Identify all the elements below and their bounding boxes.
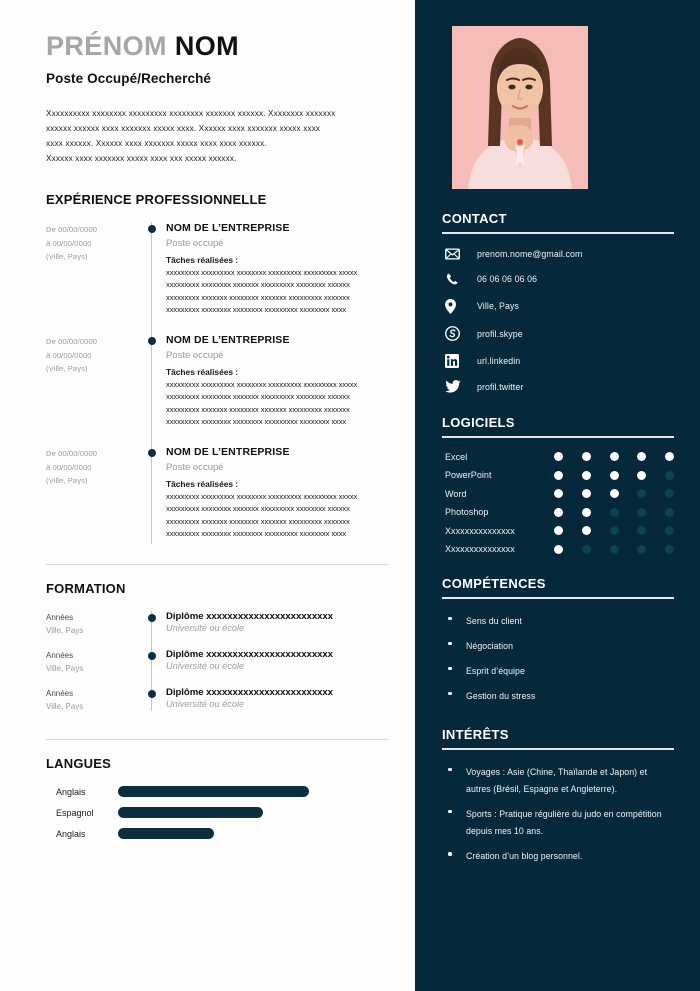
rating-dot-icon xyxy=(665,545,674,554)
competence-label: Sens du client xyxy=(466,615,522,626)
language-name: Anglais xyxy=(56,828,86,839)
company-name: NOM DE L’ENTREPRISE xyxy=(166,334,290,347)
rating-dot-icon xyxy=(637,452,646,461)
intro-line: xxxxxx xxxxxx xxxx xxxxxxx xxxxx xxxx. Xxxxxx xxxx xxxxxxx xxxxx xxxx xyxy=(46,123,321,133)
software-rating xyxy=(554,471,674,480)
contact-linkedin: url.linkedin xyxy=(477,355,521,366)
company-name: NOM DE L’ENTREPRISE xyxy=(166,446,290,459)
rating-dot-icon xyxy=(554,545,563,554)
experience-entry xyxy=(46,334,389,446)
language-track xyxy=(118,786,309,797)
software-rating xyxy=(554,526,674,535)
date-from: De 00/00/0000 xyxy=(46,225,98,235)
language-track xyxy=(118,807,309,818)
bullet-icon xyxy=(448,688,466,705)
timeline-dot-icon xyxy=(148,449,156,457)
competence-label: Négociation xyxy=(466,640,514,651)
rating-dot-icon xyxy=(582,452,591,461)
interet-label: Création d’un blog personnel. xyxy=(466,851,583,862)
formation-body xyxy=(166,611,389,649)
rating-dot-icon xyxy=(554,508,563,517)
school-name: Université ou école xyxy=(166,623,245,634)
job-role: Poste occupé xyxy=(166,461,224,473)
rating-dot-icon xyxy=(610,452,619,461)
rating-dot-icon xyxy=(582,489,591,498)
date-to: à 00/00/0000 xyxy=(46,462,92,472)
contact-phone: 06 06 06 06 06 xyxy=(477,274,538,284)
section-divider xyxy=(46,564,389,565)
language-level-bar xyxy=(118,828,214,839)
task-line: xxxxxxxxx xxxxxxxxx xxxxxxxx xxxxxxxxx xxxxxxxxx xxxxx xyxy=(166,492,358,502)
company-name: NOM DE L’ENTREPRISE xyxy=(166,222,290,235)
formation-location: Ville, Pays xyxy=(46,664,84,674)
software-name: Excel xyxy=(445,451,468,462)
rating-dot-icon xyxy=(610,489,619,498)
formation-body xyxy=(166,687,389,725)
experience-body xyxy=(166,446,389,558)
date-from: De 00/00/0000 xyxy=(46,449,98,459)
rating-dot-icon xyxy=(637,545,646,554)
timeline-rail xyxy=(138,446,166,558)
timeline-dot-icon xyxy=(148,690,156,698)
rating-dot-icon xyxy=(554,452,563,461)
twitter-icon xyxy=(445,380,471,393)
interets-section xyxy=(442,727,674,865)
formation-date xyxy=(46,611,138,649)
timeline-rail xyxy=(138,611,166,649)
rating-dot-icon xyxy=(665,489,674,498)
job-role: Poste occupé xyxy=(166,238,224,250)
contact-email: prenom.nome@gmail.com xyxy=(477,248,583,259)
bullet-icon xyxy=(448,764,466,798)
rating-dot-icon xyxy=(554,471,563,480)
task-line: xxxxxxxxx xxxxxxxxx xxxxxxxx xxxxxxxxx xxxxxxxxx xxxxx xyxy=(166,380,358,390)
rating-dot-icon xyxy=(610,526,619,535)
experience-date xyxy=(46,334,138,446)
software-row xyxy=(442,470,674,480)
competence-label: Gestion du stress xyxy=(466,690,536,701)
page-title xyxy=(46,32,389,62)
timeline-rail xyxy=(138,687,166,725)
rating-dot-icon xyxy=(610,471,619,480)
logiciels-heading: LOGICIELS xyxy=(442,415,515,430)
entry-location: (Ville, Pays) xyxy=(46,475,88,485)
formation-entry xyxy=(46,687,389,725)
timeline-dot-icon xyxy=(148,225,156,233)
rating-dot-icon xyxy=(637,508,646,517)
software-rating xyxy=(554,452,674,461)
timeline-dot-icon xyxy=(148,614,156,622)
rating-dot-icon xyxy=(582,508,591,517)
date-to: à 00/00/0000 xyxy=(46,350,92,360)
task-line: xxxxxxxxx xxxxxxxx xxxxxxxx xxxxxxxxx xxxxxxxx xxxx xyxy=(166,417,347,427)
software-row xyxy=(442,489,674,499)
task-line: xxxxxxxxx xxxxxxx xxxxxxxx xxxxxxx xxxxxxxxx xxxxxxx xyxy=(166,516,350,526)
list-item xyxy=(442,688,674,705)
contact-row-skype[interactable] xyxy=(442,326,674,341)
formation-years: Années xyxy=(46,651,74,661)
task-line: xxxxxxxxx xxxxxxxx xxxxxxx xxxxxxxxx xxxxxxxx xxxxxx xyxy=(166,280,350,290)
tasks-label: Tâches réalisées : xyxy=(166,366,239,377)
bullet-icon xyxy=(448,806,466,840)
formation-date xyxy=(46,649,138,687)
competences-section xyxy=(442,576,674,705)
software-row xyxy=(442,507,674,517)
formation-body xyxy=(166,649,389,687)
language-name: Espagnol xyxy=(56,807,94,818)
rating-dot-icon xyxy=(665,508,674,517)
software-rating xyxy=(554,489,674,498)
rating-dot-icon xyxy=(665,471,674,480)
intro-paragraph xyxy=(46,106,386,167)
language-level-bar xyxy=(118,807,263,818)
section-divider xyxy=(46,739,389,740)
entry-location: (Ville, Pays) xyxy=(46,363,88,373)
software-name: Photoshop xyxy=(445,507,489,517)
software-row xyxy=(442,544,674,554)
contact-section xyxy=(442,211,674,393)
software-row xyxy=(442,452,674,462)
heading-rule xyxy=(442,748,674,750)
langues-heading: LANGUES xyxy=(46,756,111,772)
formation-heading: FORMATION xyxy=(46,581,126,597)
contact-row-email[interactable] xyxy=(442,248,674,260)
location-pin-icon xyxy=(445,299,471,314)
task-line: xxxxxxxxx xxxxxxxx xxxxxxxx xxxxxxxxx xxxxxxxx xxxx xyxy=(166,305,347,315)
formation-entry xyxy=(46,649,389,687)
experience-body xyxy=(166,222,389,334)
software-name: Xxxxxxxxxxxxxxx xyxy=(445,544,515,554)
software-rating xyxy=(554,508,674,517)
rating-dot-icon xyxy=(554,489,563,498)
logiciels-section xyxy=(442,415,674,554)
heading-rule xyxy=(442,436,674,438)
timeline-dot-icon xyxy=(148,337,156,345)
formation-entry xyxy=(46,611,389,649)
degree-name: Diplôme xxxxxxxxxxxxxxxxxxxxxxxx xyxy=(166,687,333,699)
timeline-rail xyxy=(138,222,166,334)
rating-dot-icon xyxy=(610,508,619,517)
job-role: Poste occupé xyxy=(166,350,224,361)
interets-heading: INTÉRÊTS xyxy=(442,727,509,743)
portrait-photo-icon xyxy=(452,26,588,189)
bullet-icon xyxy=(448,663,466,680)
language-row xyxy=(46,807,309,818)
contact-heading: CONTACT xyxy=(442,211,507,226)
entry-location: (Ville, Pays) xyxy=(46,251,88,261)
list-item xyxy=(442,638,674,655)
software-name: PowerPoint xyxy=(445,470,492,480)
task-line: xxxxxxxxx xxxxxxxx xxxxxxx xxxxxxxxx xxxxxxxx xxxxxx xyxy=(166,504,350,514)
language-row xyxy=(46,786,309,797)
last-name: NOM xyxy=(174,31,240,61)
bullet-icon xyxy=(448,848,466,865)
job-title: Poste Occupé/Recherché xyxy=(46,70,212,86)
list-item xyxy=(442,764,674,798)
experience-date xyxy=(46,446,138,558)
experience-list xyxy=(46,222,389,558)
list-item xyxy=(442,806,674,840)
contact-location: Ville, Pays xyxy=(477,301,520,311)
rating-dot-icon xyxy=(582,526,591,535)
task-line: xxxxxxxxx xxxxxxxxx xxxxxxxx xxxxxxxxx xxxxxxxxx xxxxx xyxy=(166,268,358,278)
intro-line: Xxxxxx xxxx xxxxxxx xxxxx xxxx xxx xxxxx xxxxxx. xyxy=(46,154,237,164)
list-item xyxy=(442,848,674,865)
task-line: xxxxxxxxx xxxxxxx xxxxxxxx xxxxxxx xxxxxxxxx xxxxxxx xyxy=(166,292,350,302)
degree-name: Diplôme xxxxxxxxxxxxxxxxxxxxxxxx xyxy=(166,649,333,661)
timeline-dot-icon xyxy=(148,652,156,660)
contact-skype: profil.skype xyxy=(477,328,523,339)
tasks-label: Tâches réalisées : xyxy=(166,254,239,265)
language-level-bar xyxy=(118,786,309,797)
intro-line: xxxx xxxxxx. Xxxxxx xxxx xxxxxxx xxxxx xxxx xxxx xxxxxx. xyxy=(46,139,267,149)
heading-rule xyxy=(442,597,674,599)
rating-dot-icon xyxy=(637,489,646,498)
timeline-rail xyxy=(138,649,166,687)
competences-heading: COMPÉTENCES xyxy=(442,576,546,591)
experience-entry xyxy=(46,222,389,334)
degree-name: Diplôme xxxxxxxxxxxxxxxxxxxxxxxx xyxy=(166,611,333,623)
rating-dot-icon xyxy=(665,526,674,535)
intro-line: Xxxxxxxxxx xxxxxxxx xxxxxxxxx xxxxxxxx xxxxxxx xxxxxx. Xxxxxxxx xxxxxxx xyxy=(46,108,336,118)
rating-dot-icon xyxy=(582,545,591,554)
tasks-label: Tâches réalisées : xyxy=(166,478,239,489)
interet-label: Sports : Pratique régulière du judo en compétition depuis mes 10 ans. xyxy=(466,808,662,836)
language-name: Anglais xyxy=(56,786,86,797)
list-item xyxy=(442,663,674,680)
phone-icon xyxy=(445,272,471,286)
school-name: Université ou école xyxy=(166,699,245,710)
software-row xyxy=(442,526,674,536)
school-name: Université ou école xyxy=(166,661,245,672)
date-from: De 00/00/0000 xyxy=(46,337,98,347)
heading-rule xyxy=(442,232,674,234)
formation-location: Ville, Pays xyxy=(46,626,84,636)
avatar xyxy=(452,26,588,189)
rating-dot-icon xyxy=(637,471,646,480)
timeline-rail xyxy=(138,334,166,446)
contact-row-twitter[interactable] xyxy=(442,380,674,393)
rating-dot-icon xyxy=(610,545,619,554)
competence-label: Esprit d’équipe xyxy=(466,665,525,676)
task-line: xxxxxxxxx xxxxxxxx xxxxxxx xxxxxxxxx xxxxxxxx xxxxxx xyxy=(166,392,350,402)
envelope-icon xyxy=(445,248,471,260)
software-rating xyxy=(554,545,674,554)
contact-twitter: profil.twitter xyxy=(477,381,524,392)
list-item xyxy=(442,613,674,630)
experience-body xyxy=(166,334,389,446)
bullet-icon xyxy=(448,613,466,630)
rating-dot-icon xyxy=(582,471,591,480)
interet-label: Voyages : Asie (Chine, Thaïlande et Japon) et autres (Brésil, Espagne et Angleterre). xyxy=(466,766,648,794)
rating-dot-icon xyxy=(554,526,563,535)
software-name: Word xyxy=(445,488,467,499)
task-line: xxxxxxxxx xxxxxxx xxxxxxxx xxxxxxx xxxxxxxxx xxxxxxx xyxy=(166,404,350,414)
task-line: xxxxxxxxx xxxxxxxx xxxxxxxx xxxxxxxxx xxxxxxxx xxxx xyxy=(166,529,347,539)
formation-date xyxy=(46,687,138,725)
contact-row-location[interactable] xyxy=(442,299,674,314)
experience-heading: EXPÉRIENCE PROFESSIONNELLE xyxy=(46,192,267,208)
language-track xyxy=(118,828,309,839)
sidebar xyxy=(415,0,700,991)
rating-dot-icon xyxy=(637,526,646,535)
date-to: à 00/00/0000 xyxy=(46,238,92,248)
formation-years: Années xyxy=(46,689,74,699)
rating-dot-icon xyxy=(665,452,674,461)
experience-entry xyxy=(46,446,389,558)
formation-list xyxy=(46,611,389,725)
langues-list xyxy=(46,786,389,839)
formation-location: Ville, Pays xyxy=(46,702,84,712)
first-name: PRÉNOM xyxy=(46,31,167,61)
bullet-icon xyxy=(448,638,466,655)
software-name: Xxxxxxxxxxxxxxx xyxy=(445,525,515,536)
language-row xyxy=(46,828,309,839)
skype-icon xyxy=(445,326,471,341)
formation-years: Années xyxy=(46,613,74,623)
experience-date xyxy=(46,222,138,334)
contact-row-linkedin[interactable] xyxy=(442,354,674,368)
linkedin-icon xyxy=(445,354,471,368)
contact-row-phone[interactable] xyxy=(442,272,674,286)
